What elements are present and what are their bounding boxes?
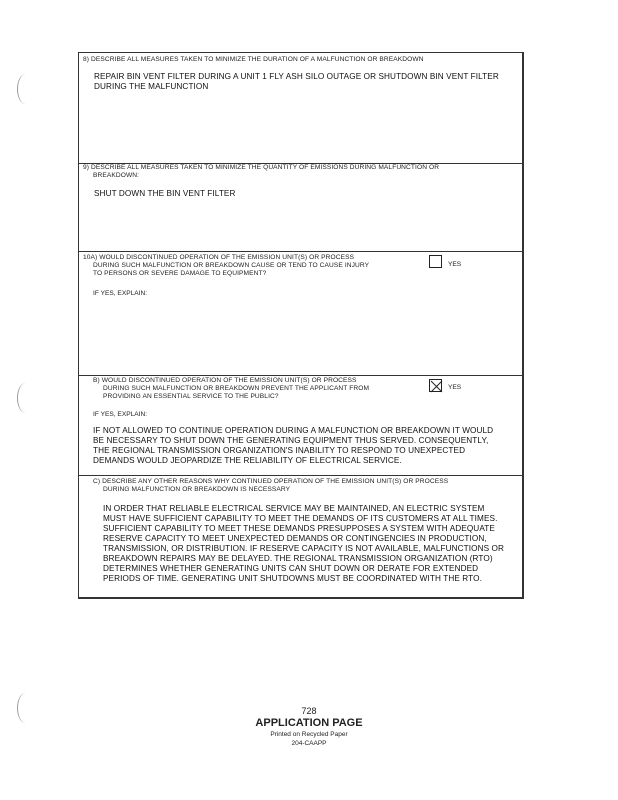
answer-10c-line: BREAKDOWN REPAIRS MAY BE DELAYED. THE REGIONAL TRANSMISSION ORGANIZATION (RTO) [103, 554, 493, 563]
section-10b [79, 376, 522, 476]
question-10b-line-1: B) WOULD DISCONTINUED OPERATION OF THE EMISSION UNIT(S) OR PROCESS [93, 377, 357, 384]
answer-10b-line: THE REGIONAL TRANSMISSION ORGANIZATION'S INABILITY TO RESPOND TO UNEXPECTED [93, 446, 466, 455]
answer-10c-line: IN ORDER THAT RELIABLE ELECTRICAL SERVICE MAY BE MAINTAINED, AN ELECTRIC SYSTEM [103, 504, 485, 513]
question-10c-line-1: C) DESCRIBE ANY OTHER REASONS WHY CONTINUED OPERATION OF THE EMISSION UNIT(S) OR PROCESS [93, 478, 449, 485]
checkbox-x-mark-icon [430, 380, 443, 393]
punch-hole-mark [17, 383, 34, 413]
question-9-line-2: BREAKDOWN: [93, 172, 140, 179]
malfunction-form [78, 52, 524, 599]
question-10c-line-2: DURING MALFUNCTION OR BREAKDOWN IS NECESSARY [103, 486, 291, 493]
page-title: APPLICATION PAGE [255, 717, 363, 729]
question-10b-line-2: DURING SUCH MALFUNCTION OR BREAKDOWN PREVENT THE APPLICANT FROM [103, 385, 370, 392]
yes-checkbox-10b[interactable] [429, 379, 442, 392]
answer-10b-line: DEMANDS WOULD JEOPARDIZE THE RELIABILITY OF ELECTRICAL SERVICE. [93, 456, 402, 465]
section-10a [79, 252, 522, 376]
answer-8-line-2: DURING THE MALFUNCTION [94, 82, 209, 91]
answer-10b-line: BE NECESSARY TO SHUT DOWN THE GENERATING EQUIPMENT THUS SERVED. CONSEQUENTLY, [93, 436, 489, 445]
question-10a-line-1: 10A) WOULD DISCONTINUED OPERATION OF THE EMISSION UNIT(S) OR PROCESS [83, 254, 355, 261]
punch-hole-mark [17, 74, 34, 104]
page-number: 728 [301, 706, 317, 716]
question-9-line-1: 9) DESCRIBE ALL MEASURES TAKEN TO MINIMIZE THE QUANTITY OF EMISSIONS DURING MALFUNCTION OR [83, 164, 440, 171]
answer-10c-line: DETERMINES WHETHER GENERATING UNITS CAN SHUT DOWN OR DERATE FOR EXTENDED [103, 564, 479, 573]
section-9 [79, 164, 522, 252]
answer-9: SHUT DOWN THE BIN VENT FILTER [94, 189, 236, 198]
section-8 [79, 53, 522, 164]
explain-label-10a: IF YES, EXPLAIN: [93, 290, 148, 297]
question-10b-line-3: PROVIDING AN ESSENTIAL SERVICE TO THE PUBLIC? [103, 393, 279, 400]
explain-label-10b: IF YES, EXPLAIN: [93, 411, 148, 418]
question-10a-line-2: DURING SUCH MALFUNCTION OR BREAKDOWN CAUSE OR TEND TO CAUSE INJURY [93, 262, 370, 269]
answer-10c-line: MUST HAVE SUFFICIENT CAPABILITY TO MEET THE DEMANDS OF ITS CUSTOMERS AT ALL TIMES. [103, 514, 498, 523]
answer-10c-line: RESERVE CAPACITY TO MEET UNEXPECTED DEMANDS OR CONTINGENCIES IN PRODUCTION, [103, 534, 487, 543]
section-10c [79, 476, 522, 598]
answer-10c-line: TRANSMISSION, OR DISTRIBUTION. IF RESERVE CAPACITY IS NOT AVAILABLE, MALFUNCTIONS OR [103, 544, 505, 553]
yes-label-10b: YES [448, 384, 462, 391]
yes-checkbox-10a[interactable] [429, 255, 442, 268]
answer-10b-line: IF NOT ALLOWED TO CONTINUE OPERATION DURING A MALFUNCTION OR BREAKDOWN IT WOULD [93, 426, 494, 435]
form-code: 204-CAAPP [291, 740, 327, 747]
answer-8-line-1: REPAIR BIN VENT FILTER DURING A UNIT 1 FLY ASH SILO OUTAGE OR SHUTDOWN BIN VENT FILTER [94, 72, 499, 81]
answer-10c-line: PERIODS OF TIME. GENERATING UNIT SHUTDOWNS MUST BE COORDINATED WITH THE RTO. [103, 574, 482, 583]
answer-10c-line: SUFFICIENT CAPABILITY TO MEET THESE DEMANDS PRESUPPOSES A SYSTEM WITH ADEQUATE [103, 524, 495, 533]
printed-note: Printed on Recycled Paper [270, 731, 348, 738]
question-8: 8) DESCRIBE ALL MEASURES TAKEN TO MINIMIZE THE DURATION OF A MALFUNCTION OR BREAKDOWN [83, 56, 424, 63]
question-10a-line-3: TO PERSONS OR SEVERE DAMAGE TO EQUIPMENT? [93, 270, 267, 277]
yes-label-10a: YES [448, 261, 462, 268]
